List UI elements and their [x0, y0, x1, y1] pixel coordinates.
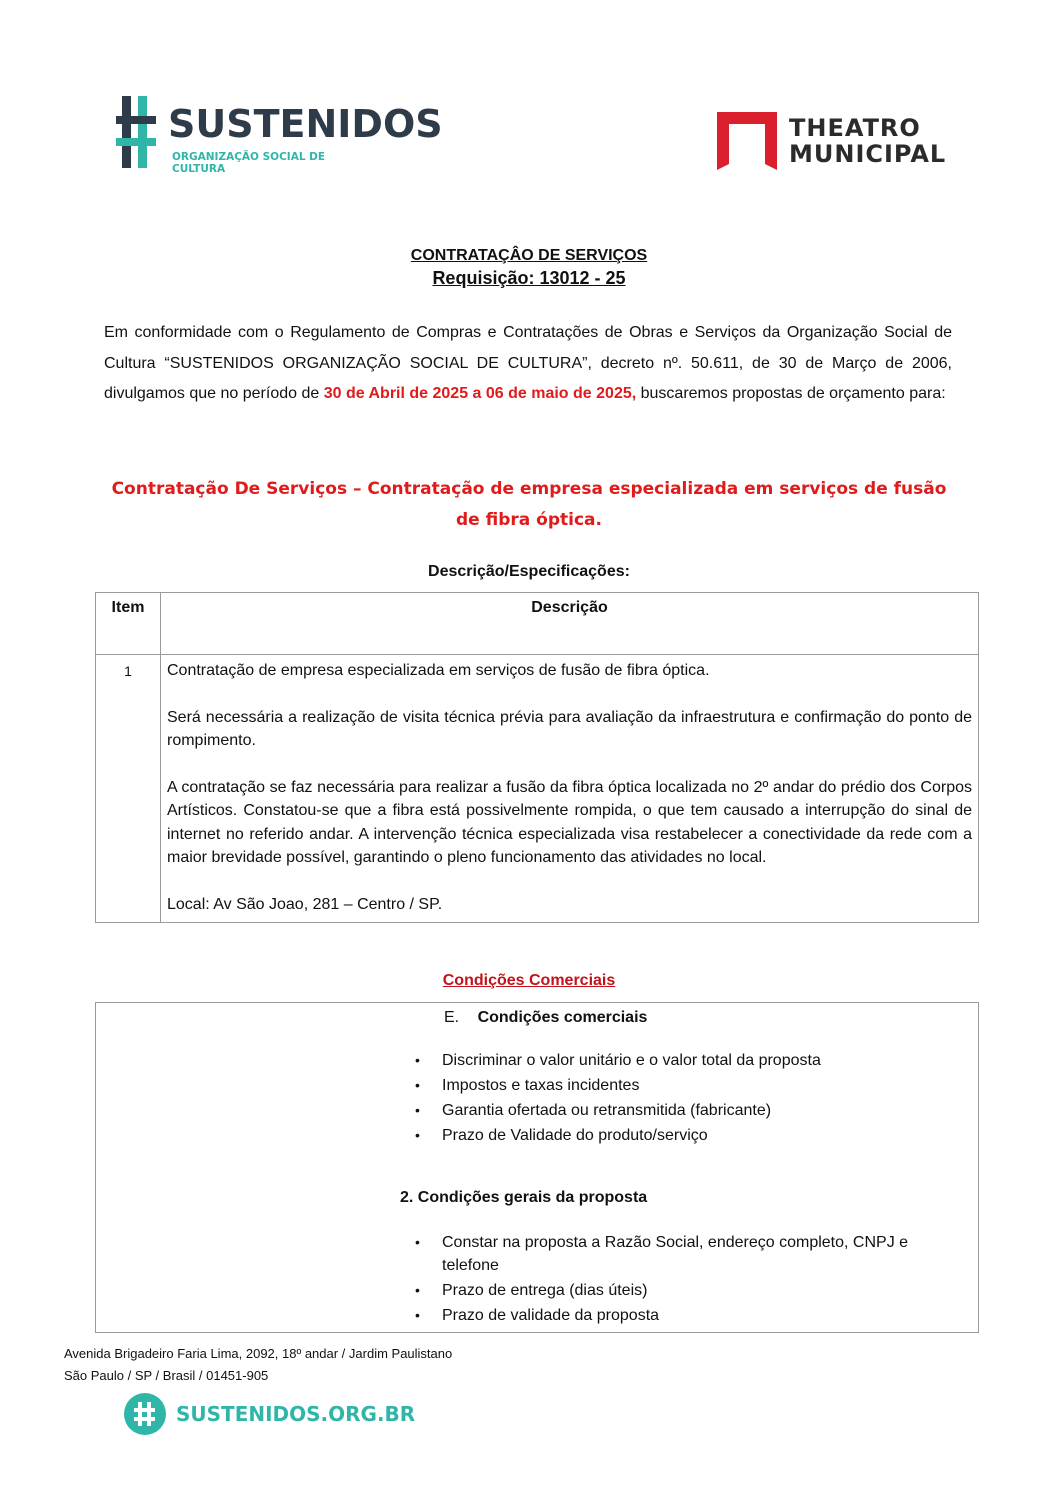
sustenidos-name: SUSTENIDOS	[168, 102, 443, 146]
sustenidos-tagline: ORGANIZAÇÃO SOCIAL DE CULTURA	[172, 151, 326, 175]
address-line-1: Avenida Brigadeiro Faria Lima, 2092, 18º andar / Jardim Paulistano	[64, 1346, 453, 1361]
item-number: 1	[96, 655, 161, 923]
theatro-municipal-logo	[715, 108, 955, 174]
col-desc-header: Descrição	[161, 593, 979, 655]
bullet-icon: •	[415, 1077, 420, 1093]
list-item-text: Prazo de entrega (dias úteis)	[442, 1282, 648, 1299]
col-item-header: Item	[96, 593, 161, 655]
list-item-text: Prazo de Validade do produto/serviço	[442, 1127, 708, 1144]
table-row	[96, 655, 979, 923]
section-2-heading: 2. Condições gerais da proposta	[400, 1189, 648, 1206]
spec-header-row	[96, 593, 979, 655]
list-item-text: Constar na proposta a Razão Social, endereço completo, CNPJ e telefone	[442, 1234, 909, 1274]
list-item	[415, 1231, 966, 1277]
intro-period-highlight: 30 de Abril de 2025 a 06 de maio de 2025,	[323, 385, 637, 402]
service-subject: Contratação De Serviços – Contratação de empresa especializada em serviços de fusão de fibra óptica.	[111, 479, 947, 530]
section-e-letter: E.	[444, 1009, 460, 1026]
requisition-number: Requisição: 13012 - 25	[432, 268, 626, 288]
section-e-heading	[444, 1009, 647, 1027]
document-title: CONTRATAÇÂO DE SERVIÇOS	[410, 247, 648, 264]
desc-paragraph: Será necessária a realização de visita técnica prévia para avaliação da infraestrutura e confirmação do ponto de rompimento.	[167, 708, 972, 749]
desc-paragraph: A contratação se faz necessária para realizar a fusão da fibra óptica localizada no 2º andar do prédio dos Corpos Artísticos. Constatou-se que a fibra está possivelmente rompida, o que tem causado a interrupção do sinal de internet no referido andar. A intervenção técnica especializada visa restabelecer a conectividade da rede com a maior brevidade possível, garantindo o pleno funcionamento das atividades no local.	[167, 778, 972, 866]
list-item-text: Impostos e taxas incidentes	[442, 1077, 640, 1094]
bullet-icon: •	[415, 1234, 420, 1250]
list-item	[415, 1304, 966, 1327]
theatro-arch-icon	[715, 108, 779, 172]
bullet-icon: •	[415, 1102, 420, 1118]
conditions-box	[95, 1002, 979, 1333]
spec-table	[95, 592, 979, 923]
bullet-icon: •	[415, 1127, 420, 1143]
footer-site-logo[interactable]	[124, 1393, 416, 1435]
footer-address	[64, 1343, 452, 1387]
section-e-label: Condições comerciais	[477, 1009, 648, 1026]
conditions-title: Condições Comerciais	[442, 972, 616, 989]
footer-site-url[interactable]: SUSTENIDOS.ORG.BR	[176, 1402, 416, 1426]
intro-paragraph	[104, 318, 952, 410]
commercial-conditions-list	[415, 1049, 966, 1149]
sustenidos-wordmark	[168, 104, 443, 144]
list-item-text: Prazo de validade da proposta	[442, 1307, 660, 1324]
theatro-line2: MUNICIPAL	[789, 140, 947, 168]
address-line-2: São Paulo / SP / Brasil / 01451-905	[64, 1368, 269, 1383]
list-item	[415, 1279, 966, 1302]
desc-paragraph: Contratação de empresa especializada em serviços de fusão de fibra óptica.	[167, 662, 710, 679]
desc-paragraph: Local: Av São Joao, 281 – Centro / SP.	[167, 895, 443, 913]
bullet-icon: •	[415, 1307, 420, 1323]
theatro-line1: THEATRO	[789, 114, 921, 142]
intro-text-before: Em conformidade com o Regulamento de Compras e Contratações de Obras e Serviços da Organização Social de Cultura “SUSTENIDOS ORGANIZAÇÃO SOCIAL DE CULTURA”, decreto nº. 50.611, de 30 de Março de 2006, divulgamos que no período de	[104, 324, 952, 402]
item-description	[161, 655, 979, 923]
list-item	[415, 1049, 966, 1072]
spec-title: Descrição/Especificações:	[428, 563, 630, 580]
sustenidos-logo	[116, 96, 443, 175]
hash-circle-icon	[124, 1393, 166, 1435]
list-item	[415, 1099, 966, 1122]
list-item	[415, 1074, 966, 1097]
intro-text-after: buscaremos propostas de orçamento para:	[636, 385, 946, 402]
list-item	[415, 1124, 966, 1147]
list-item-text: Garantia ofertada ou retransmitida (fabricante)	[442, 1102, 772, 1119]
general-conditions-list	[415, 1231, 966, 1329]
bullet-icon: •	[415, 1282, 420, 1298]
bullet-icon: •	[415, 1052, 420, 1068]
list-item-text: Discriminar o valor unitário e o valor total da proposta	[442, 1052, 821, 1069]
